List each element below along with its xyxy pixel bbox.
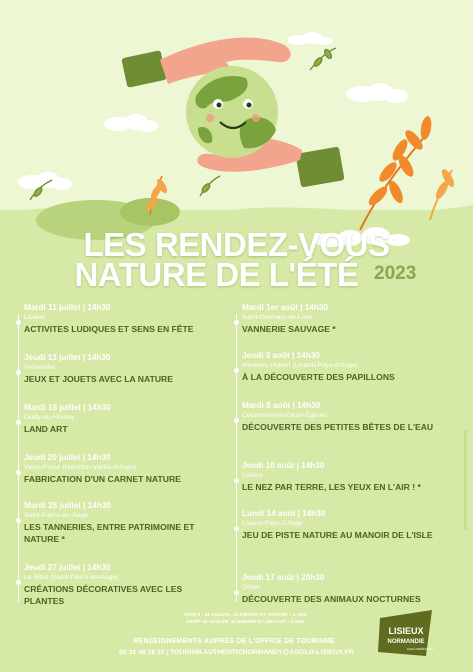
year-label: 2023 — [374, 263, 417, 284]
event-date: Jeudi 10 août | 14h30 — [242, 461, 325, 470]
pricing-line: TARIFS : 3€ ADULTE, 2€ ENFANT ET GRATUIT - 4 ANS — [183, 613, 307, 618]
event-name: LAND ART — [24, 424, 68, 434]
event-item — [14, 302, 224, 352]
event-place: Lisieux — [242, 472, 264, 479]
event-item — [232, 302, 447, 350]
event-item — [232, 350, 447, 400]
event-place: Moutiers-Hubert (Livarot-Pays-d'Auge) — [242, 362, 359, 369]
event-name: ACTIVITES LUDIQUES ET SENS EN FÊTE — [24, 324, 194, 334]
event-item — [232, 460, 447, 508]
pricing-line: SHOP* 3€ ADULTE, 3€ ENFANT ET GRATUIT - 4 ANS — [185, 619, 305, 625]
event-date: Mardi 1er août | 14h30 — [242, 303, 329, 312]
event-name: DÉCOUVERTE DES ANIMAUX NOCTURNES — [242, 594, 421, 604]
event-name: CRÉATIONS DÉCORATIVES AVEC LES PLANTES — [24, 584, 183, 606]
event-date: Mardi 18 juillet | 14h30 — [24, 403, 111, 412]
event-place: Le Billot (Saint-Pierre-en-Auge) — [24, 574, 119, 581]
event-item — [14, 500, 224, 562]
globe-icon — [186, 66, 278, 158]
event-item — [14, 452, 224, 500]
event-item — [14, 352, 224, 402]
info-contact: 02 31 48 18 10 | TOURISM.AUTHENTICNORMANDY@AGGLO-LISIEUX.FR — [119, 649, 354, 656]
event-name: JEUX ET JOUETS AVEC LA NATURE — [24, 374, 173, 384]
event-place: Courtonne-les-Deux-Églises — [242, 412, 327, 419]
timeline-dot — [16, 320, 21, 325]
event-item — [232, 508, 447, 572]
lisieux-normandie-logo — [376, 608, 436, 660]
event-name: À LA DÉCOUVERTE DES PAPILLONS — [242, 372, 395, 382]
timeline-dot — [234, 368, 239, 373]
side-vertical-mark — [462, 430, 470, 530]
timeline-dot — [16, 370, 21, 375]
title-line-2: NATURE DE L'ÉTÉ — [74, 256, 359, 293]
event-place: Ouilly-du-Houley — [24, 414, 75, 421]
timeline-dot — [234, 590, 239, 595]
logo-line-2: NORMANDIE — [387, 639, 425, 645]
title-line-1: LES RENDEZ-VOUS — [83, 226, 390, 263]
event-place: Saint-Germain-de-Livet — [242, 314, 313, 321]
event-name: DÉCOUVERTE DES PETITES BÊTES DE L'EAU — [242, 422, 434, 432]
event-date: Mardi 11 juillet | 14h30 — [24, 303, 111, 312]
event-item — [14, 562, 224, 612]
timeline-dot — [234, 478, 239, 483]
event-place: Livarot-Pays-d'Auge — [242, 520, 303, 527]
event-place: Prêtreville — [24, 364, 55, 371]
event-date: Jeudi 17 août | 20h30 — [242, 573, 325, 582]
event-place: Vieux-Fumé (Mézidon-Vallée-d'Auge) — [24, 464, 137, 471]
event-name: VANNERIE SAUVAGE * — [242, 324, 336, 334]
logo-line-1: LISIEUX — [388, 626, 424, 636]
event-date: Jeudi 13 juillet | 14h30 — [24, 353, 111, 362]
event-item — [232, 400, 447, 460]
timeline-dot — [16, 518, 21, 523]
event-name: LE NEZ PAR TERRE, LES YEUX EN L'AIR ! * — [242, 482, 421, 492]
event-date: Jeudi 20 juillet | 14h30 — [24, 453, 111, 462]
event-place: Saint-Pierre-en-Auge — [24, 512, 88, 519]
event-name: LES TANNERIES, ENTRE PATRIMOINE ET NATURE * — [24, 522, 195, 544]
timeline-dot — [16, 470, 21, 475]
event-date: Jeudi 27 juillet | 14h30 — [24, 563, 111, 572]
timeline-dot — [234, 418, 239, 423]
event-date: Lundi 14 août | 14h30 — [242, 509, 326, 518]
logo-line-3: AGGLOMÉRATION — [406, 647, 434, 651]
event-place: Lisieux — [24, 314, 46, 321]
event-item — [232, 572, 447, 612]
event-date: Mardi 8 août | 14h30 — [242, 401, 321, 410]
timeline-dot — [234, 320, 239, 325]
event-date: Jeudi 3 août | 14h30 — [242, 351, 320, 360]
timeline-dot — [234, 526, 239, 531]
event-name: JEU DE PISTE NATURE AU MANOIR DE L'ISLE — [242, 530, 433, 540]
pricing-note — [140, 613, 350, 626]
events-column-left — [14, 302, 224, 612]
event-date: Mardi 25 juillet | 14h30 — [24, 501, 111, 510]
event-item — [14, 402, 224, 452]
event-name: FABRICATION D'UN CARNET NATURE — [24, 474, 181, 484]
event-place: Orbec — [242, 584, 261, 591]
timeline-dot — [16, 420, 21, 425]
events-column-right — [232, 302, 447, 612]
info-heading: RENSEIGNEMENTS AUPRÈS DE L'OFFICE DE TOURISME : — [133, 638, 340, 645]
timeline-dot — [16, 580, 21, 585]
